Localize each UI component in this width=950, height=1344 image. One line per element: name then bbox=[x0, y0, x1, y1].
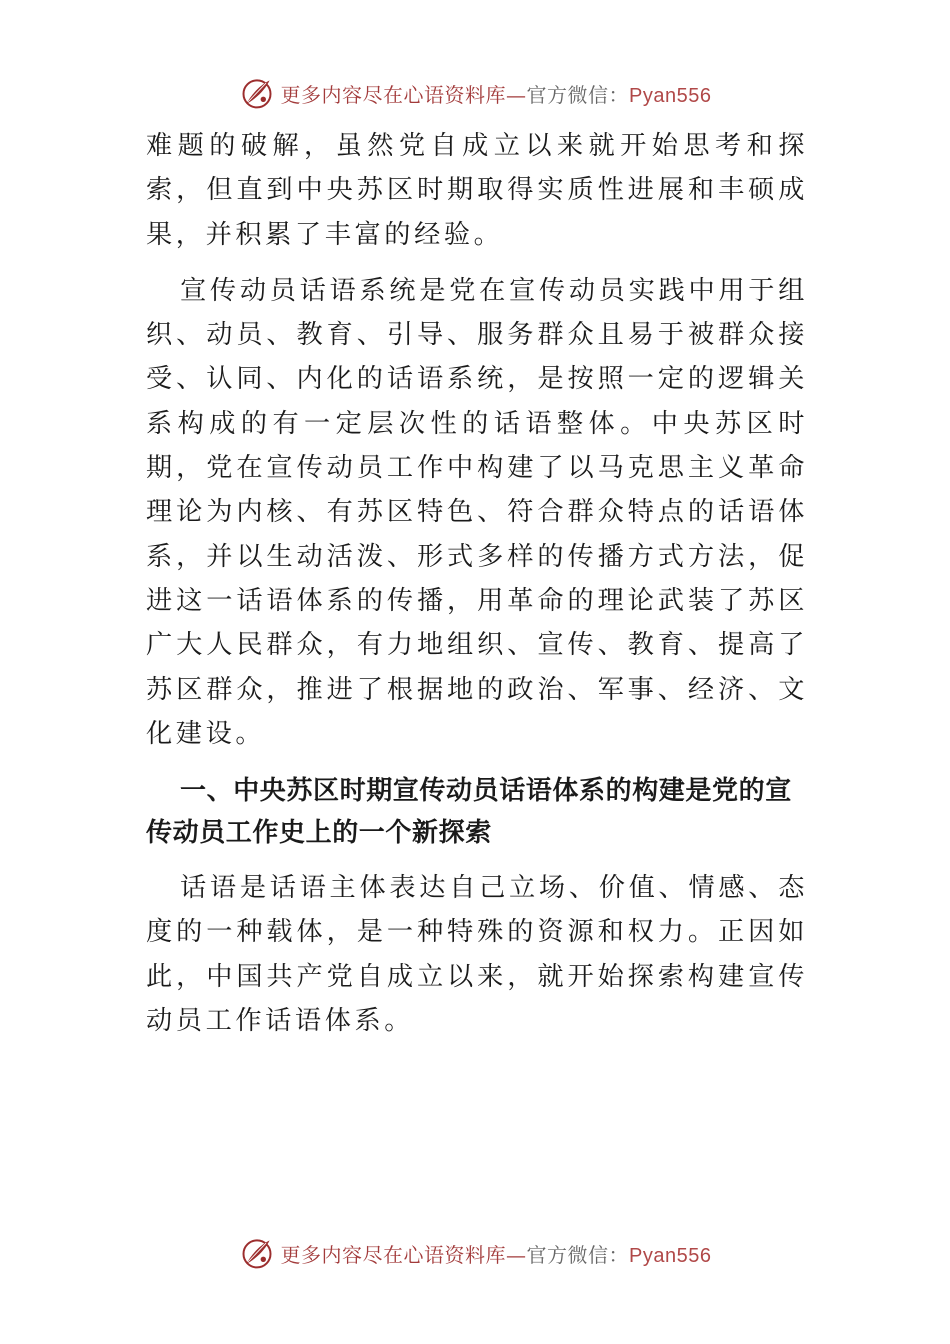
banner-wechat-id: Pyan556 bbox=[629, 84, 712, 107]
banner-brand: 更多内容尽在心语资料库 bbox=[280, 1242, 507, 1267]
banner-wechat-label: 官方微信： bbox=[526, 82, 630, 107]
paragraph-discourse-definition: 话语是话语主体表达自己立场、价值、情感、态度的一种载体，是一种特殊的资源和权力。正因如此，中国共产党自成立以来，就开始探索构建宣传动员工作话语体系。 bbox=[146, 873, 808, 1037]
section-heading: 一、中央苏区时期宣传动员话语体系的构建是党的宣传动员工作史上的一个新探索 bbox=[146, 776, 792, 849]
document-body bbox=[146, 124, 808, 1043]
footer-banner bbox=[0, 1233, 950, 1273]
paragraph-continued: 难题的破解，虽然党自成立以来就开始思考和探索，但直到中央苏区时期取得实质性进展和丰硕成果，并积累了丰富的经验。 bbox=[146, 131, 808, 250]
banner-brand: 更多内容尽在心语资料库 bbox=[280, 82, 507, 107]
banner-text bbox=[281, 1239, 712, 1268]
banner-wechat-label: 官方微信： bbox=[526, 1242, 630, 1267]
banner-separator: — bbox=[506, 1242, 527, 1267]
banner-separator: — bbox=[506, 82, 527, 107]
paragraph-discourse-system: 宣传动员话语系统是党在宣传动员实践中用于组织、动员、教育、引导、服务群众且易于被群众接受、认同、内化的话语系统，是按照一定的逻辑关系构成的有一定层次性的话语整体。中央苏区时期，党在宣传动员工作中构建了以马克思主义革命理论为内核、有苏区特色、符合群众特点的话语体系，并以生动活泼、形式多样的传播方式方法，促进这一话语体系的传播，用革命的理论武装了苏区广大人民群众，有力地组织、宣传、教育、提高了苏区群众，推进了根据地的政治、军事、经济、文化建设。 bbox=[146, 275, 808, 749]
banner-text bbox=[281, 79, 712, 108]
feather-logo-icon bbox=[239, 1235, 275, 1271]
header-banner bbox=[0, 73, 950, 113]
feather-logo-icon bbox=[239, 75, 275, 111]
banner-wechat-id: Pyan556 bbox=[629, 1244, 712, 1267]
